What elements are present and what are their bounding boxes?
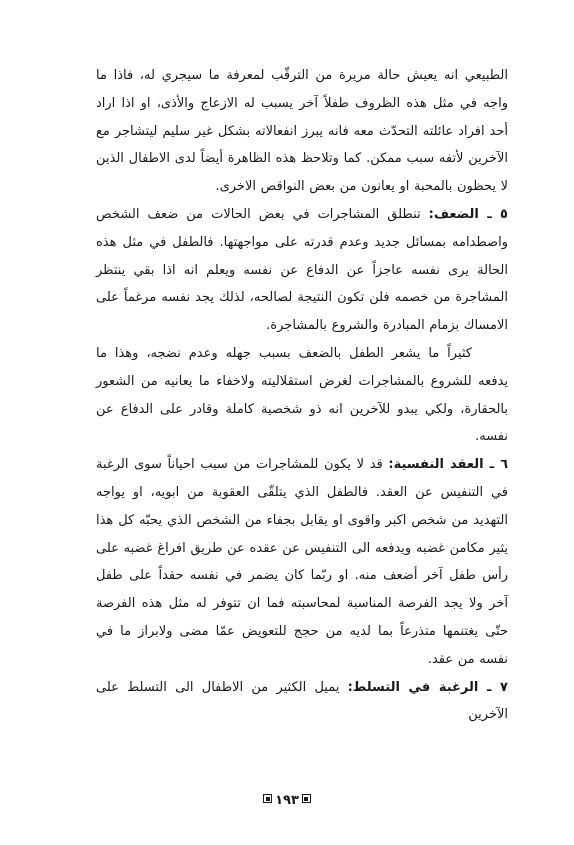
paragraph-text: الطبيعي انه يعيش حالة مريرة من الترقّب لمعرفة ما سيجري له، فاذا ما واجه في مثل هذه الظروف طفلاً آخر يسبب له الازعاج والأذى، او اذا اراد أحد افراد عائلته التحدّث معه فانه يبرز انفعالاته بشكل غير سليم ليتشاجر مع الآخرين لأتفه سبب ممكن. كما وتلاحظ هذه الظاهرة أيضاً لدى الاطفال الذين لا يحظون بالمحبة او يعانون من بعض النواقص الاخرى. bbox=[96, 68, 508, 195]
page-number-footer bbox=[0, 793, 574, 808]
paragraph-weakness bbox=[96, 201, 508, 340]
ornament-square-icon bbox=[302, 794, 311, 803]
section-heading-complexes: ٦ ـ العقد النفسية: bbox=[388, 457, 508, 473]
paragraph-weakness-cont bbox=[96, 340, 508, 451]
page-number: ١٩٣ bbox=[275, 793, 299, 808]
ornament-square-icon bbox=[263, 794, 272, 803]
paragraph-continuation bbox=[96, 62, 508, 201]
paragraph-complexes bbox=[96, 451, 508, 673]
body-text bbox=[96, 62, 508, 729]
paragraph-text: تنطلق المشاجرات في بعض الحالات من ضعف الشخص واصطدامه بمسائل جديد وعدم قدرته على مواجهتها. فالطفل في مثل هذه الحالة يرى نفسه عاجزاً عن الدفاع عن نفسه ويعلم انه اذا بقي ينتظر المشاجرة من خصمه فلن تكون النتيجة لصالحه، لذلك يجد نفسه مرغماً على الامساك بزمام المبادرة والشروع بالمشاجرة. bbox=[96, 206, 508, 334]
paragraph-text: يميل الكثير من الاطفال الى التسلط على الآخرين bbox=[96, 679, 508, 723]
section-heading-weakness: ٥ ـ الضعف: bbox=[428, 206, 508, 222]
paragraph-text: قد لا يكون للمشاجرات من سبب احياناً سوى الرغبة في التنفيس عن العقد. فالطفل الذي يتلقّى العقوبة من ابويه، او يواجه التهديد من شخص اكبر واقوى او يقابل بجفاء من الشخص الذي يحبّه كل هذا يثير مكامن غضبه ويدفعه الى التنفيس عن عقده عن طريق افراغ غضبه على رأس طفل آخر أضعف منه. او ربّما كان يضمر في نفسه حقداً على طفل آخر ولا يجد الفرصة المناسبة لمحاسبته فما ان تتوفر له مثل هذه الفرصة حتّى يغتنمها متذرعاً بما لديه من حجج للتعويض عمّا مضى ولابراز ما في نفسه من عقد. bbox=[96, 457, 508, 667]
section-heading-domination: ٧ ـ الرغبة في التسلط: bbox=[347, 679, 508, 695]
paragraph-text: كثيراً ما يشعر الطفل بالضعف بسبب جهله وعدم نضجه، وهذا ما يدفعه للشروع بالمشاجرات لغرض استقلاليته ولاخفاء ما يعانيه من الشعور بالحقارة، ولكي يبدو للآخرين انه ذو شخصية كاملة وقادر على الدفاع عن نفسه. bbox=[96, 345, 508, 445]
paragraph-domination bbox=[96, 674, 508, 730]
